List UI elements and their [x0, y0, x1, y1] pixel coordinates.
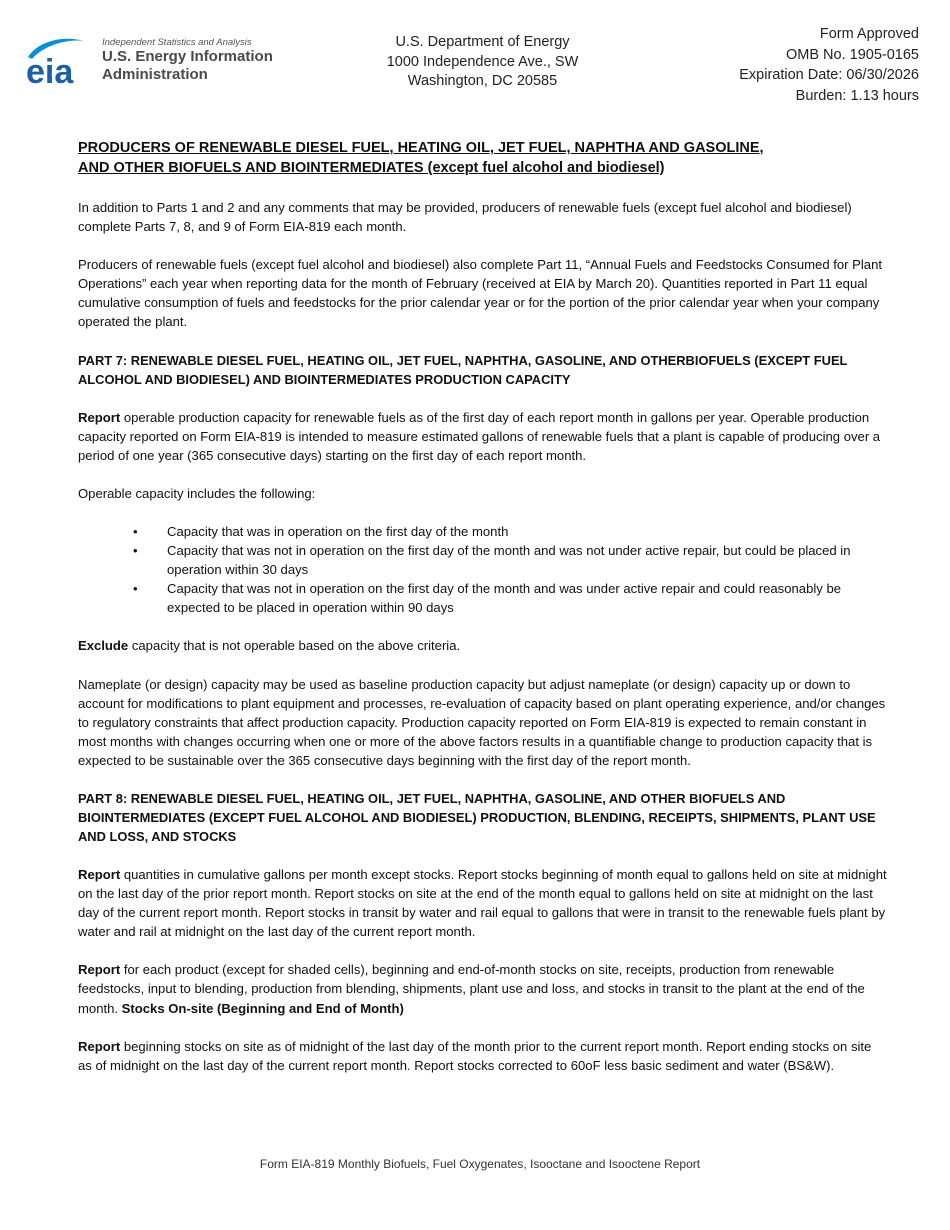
part7-exclude-text: capacity that is not operable based on the above criteria.	[128, 638, 461, 654]
address-line1: U.S. Department of Energy	[395, 34, 570, 50]
list-item-text: Capacity that was not in operation on the first day of the month and was not under active repair, but could be placed in operation within 30 days	[167, 543, 851, 578]
part8-heading: PART 8: RENEWABLE DIESEL FUEL, HEATING OIL, JET FUEL, NAPHTHA, GASOLINE, AND OTHER BIOFUELS AND BIOINTERMEDIATES (EXCEPT FUEL ALCOHOL AND BIODIESEL) PRODUCTION, BLENDING, RECEIPTS, SHIPMENTS, PLANT USE AND LOSS, AND STOCKS	[78, 790, 876, 844]
department-address	[370, 33, 595, 92]
part8-p3-text: beginning stocks on site as of midnight of the last day of the month prior to the current report month. Report ending stocks on site as of midnight on the last day of the current report month. Report stocks corrected to 60oF less basic sediment and water (BS&W).	[78, 1038, 872, 1073]
list-item-text: Capacity that was not in operation on the first day of the month and was under active repair and could reasonably be expected to be placed in operation within 90 days	[167, 581, 842, 616]
bullet-icon: •	[133, 523, 138, 539]
burden-hours: Burden: 1.13 hours	[795, 87, 919, 104]
part8-p2-label: Report	[78, 962, 121, 978]
part7-report-text: operable production capacity for renewable fuels as of the first day of each report month in gallons per year. Operable production capacity reported on Form EIA-819 is intended to measure estimated gallons of renewable fuels that a plant is capable of producing over a period of one year (365 consecutive days) starting on the first day of each report month.	[78, 409, 881, 463]
eia-logo-mark-icon	[24, 35, 96, 87]
part7-heading: PART 7: RENEWABLE DIESEL FUEL, HEATING OIL, JET FUEL, NAPHTHA, GASOLINE, AND OTHERBIOFUELS (EXCEPT FUEL ALCOHOL AND BIODIESEL) AND BIOINTERMEDIATES PRODUCTION CAPACITY	[78, 352, 848, 387]
page-footer: Form EIA-819 Monthly Biofuels, Fuel Oxygenates, Isooctane and Isooctene Report	[259, 1157, 701, 1171]
form-approval-info	[739, 24, 919, 106]
eia-logo	[24, 35, 294, 95]
list-item	[78, 522, 888, 541]
logo-tagline: Independent Statistics and Analysis	[102, 37, 252, 48]
part7-includes: Operable capacity includes the following:	[78, 485, 316, 501]
part8-p1-label: Report	[78, 866, 121, 882]
part8-p1-text: quantities in cumulative gallons per month except stocks. Report stocks beginning of month equal to gallons held on site at midnight on the last day of the prior report month. Report stocks on site at the end of the month equal to gallons held on site at midnight on the last day of the current report month. Report stocks in transit by water and rail equal to gallons that were in transit to the renewable fuels plant by water and rail at midnight on the last day of the current report month.	[78, 866, 887, 940]
expiration-date: Expiration Date: 06/30/2026	[739, 67, 919, 83]
part7-exclude-paragraph	[78, 636, 888, 655]
list-item-text: Capacity that was in operation on the first day of the month	[167, 523, 509, 539]
part8-p3-label: Report	[78, 1038, 121, 1054]
logo-name-line1: U.S. Energy Information	[102, 48, 273, 65]
part7-exclude-label: Exclude	[78, 638, 129, 654]
logo-agency-name	[102, 48, 273, 84]
operable-capacity-list	[78, 522, 888, 617]
list-item	[78, 579, 888, 617]
part8-paragraph-2	[78, 960, 888, 1017]
logo-name-line2: Administration	[102, 66, 208, 83]
part7-report-paragraph	[78, 408, 888, 465]
address-line2: 1000 Independence Ave., SW	[386, 53, 579, 70]
part7-nameplate-paragraph: Nameplate (or design) capacity may be used as baseline production capacity but adjust nameplate (or design) capacity up or down to account for modifications to plant equipment and processes, re-evaluation of capacity based on plant operating experience, and/or changes to regulatory constraints that affect production capacity. Production capacity reported on Form EIA-819 is expected to remain constant in most months with changes occurring when one or more of the above factors results in a quantifiable change to production capacity that is expected to be sustainable over the 365 consecutive days beginning with the first day of the report month.	[78, 676, 886, 768]
bullet-icon: •	[133, 543, 138, 559]
list-item	[78, 541, 888, 579]
title-line2: AND OTHER BIOFUELS AND BIOINTERMEDIATES (except fuel alcohol and biodiesel)	[78, 159, 665, 176]
part8-paragraph-1	[78, 865, 888, 941]
intro-paragraph-2: Producers of renewable fuels (except fuel alcohol and biodiesel) also complete Part 11, “Annual Fuels and Feedstocks Consumed for Plant Operations” each year when reporting data for the month of February (received at EIA by March 20). Quantities reported in Part 11 equal cumulative consumption of fuels and feedstocks for the prior calendar year or for the portion of the prior calendar year when your company operated the plant.	[78, 257, 883, 330]
intro-paragraph-1: In addition to Parts 1 and 2 and any comments that may be provided, producers of renewable fuels (except fuel alcohol and biodiesel) complete Parts 7, 8, and 9 of Form EIA-819 each month.	[78, 200, 852, 235]
document-body	[78, 139, 888, 1094]
part7-report-label: Report	[78, 409, 121, 425]
form-approved: Form Approved	[819, 26, 919, 42]
title-line1: PRODUCERS OF RENEWABLE DIESEL FUEL, HEATING OIL, JET FUEL, NAPHTHA AND GASOLINE,	[78, 140, 764, 156]
part8-paragraph-3	[78, 1037, 888, 1075]
address-line3: Washington, DC 20585	[407, 73, 558, 89]
omb-number: OMB No. 1905-0165	[786, 46, 919, 63]
bullet-icon: •	[133, 581, 138, 597]
document-title	[78, 139, 888, 178]
stocks-onsite-subheading: Stocks On-site (Beginning and End of Month)	[121, 1000, 404, 1016]
logo-mark-text: eia	[26, 53, 74, 87]
part8-p2-text: for each product (except for shaded cells), beginning and end-of-month stocks on site, receipts, production from renewable feedstocks, input to blending, production from blending, shipments, plant use and loss, and stocks in transit to the plant at the end of the month.	[78, 962, 865, 1016]
